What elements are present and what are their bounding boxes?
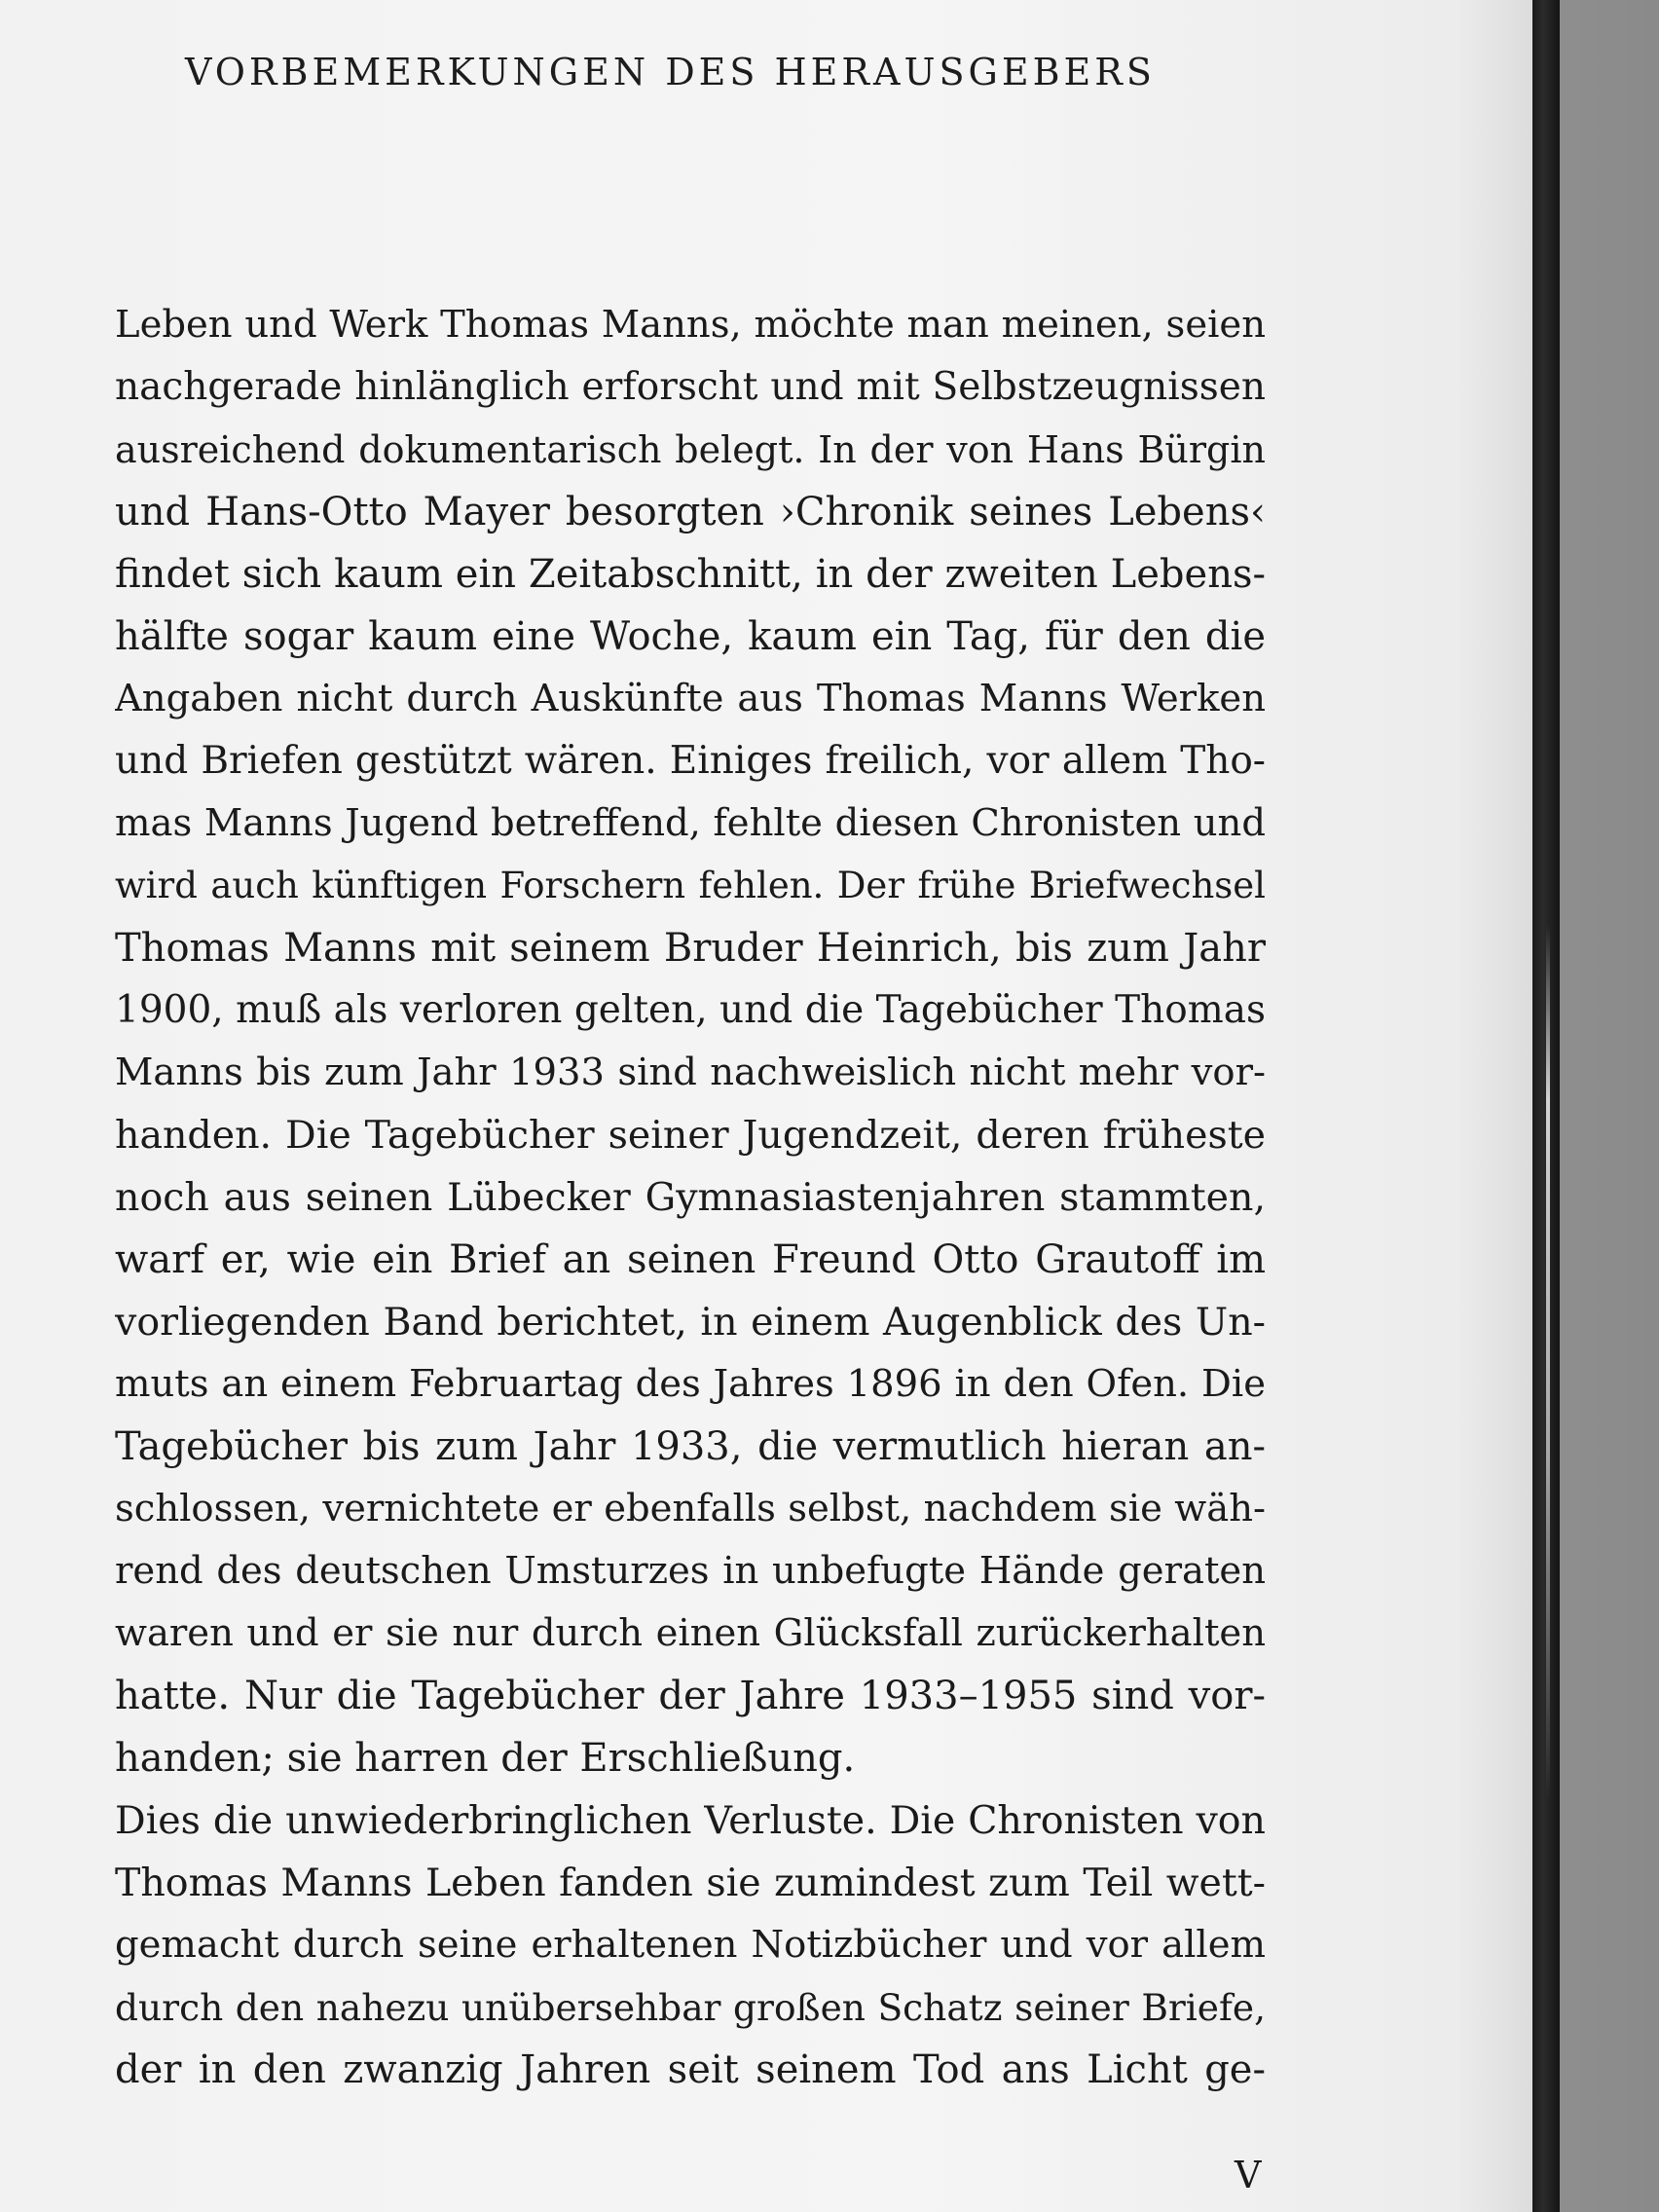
text-line: hälfte sogar kaum eine Woche, kaum ein Tag, für den die bbox=[115, 614, 1266, 659]
text-line: warf er, wie ein Brief an seinen Freund Otto Grautoff im bbox=[115, 1237, 1266, 1282]
text-line: Manns bis zum Jahr 1933 sind nachweislich nicht mehr vor- bbox=[115, 1051, 1266, 1094]
text-line: Thomas Manns Leben fanden sie zumindest zum Teil wett- bbox=[115, 1861, 1266, 1905]
text-line: schlossen, vernichtete er ebenfalls selbst, nachdem sie wäh- bbox=[115, 1487, 1266, 1530]
text-line: handen. Die Tagebücher seiner Jugendzeit, deren früheste bbox=[115, 1113, 1266, 1158]
text-line: durch den nahezu unübersehbar großen Schatz seiner Briefe, bbox=[115, 1986, 1266, 2029]
text-line: der in den zwanzig Jahren seit seinem Tod ans Licht ge- bbox=[115, 2047, 1266, 2092]
text-line: waren und er sie nur durch einen Glücksfall zurückerhalten bbox=[115, 1611, 1266, 1655]
text-line: 1900, muß als verloren gelten, und die Tagebücher Thomas bbox=[115, 988, 1266, 1032]
spine-highlight bbox=[1546, 925, 1550, 1801]
text-line: Thomas Manns mit seinem Bruder Heinrich, bis zum Jahr bbox=[115, 926, 1266, 971]
paragraph-end-line: handen; sie harren der Erschließung. bbox=[115, 1736, 856, 1781]
text-line: findet sich kaum ein Zeitabschnitt, in der zweiten Lebens- bbox=[115, 552, 1266, 597]
text-line: muts an einem Februartag des Jahres 1896 in den Ofen. Die bbox=[115, 1362, 1266, 1406]
body-text bbox=[115, 294, 1266, 2101]
text-line: rend des deutschen Umsturzes in unbefugte Hände geraten bbox=[115, 1549, 1266, 1593]
text-line: hatte. Nur die Tagebücher der Jahre 1933–1955 sind vor- bbox=[115, 1674, 1266, 1718]
text-line: Tagebücher bis zum Jahr 1933, die vermutlich hieran an- bbox=[115, 1424, 1266, 1469]
text-line: und Briefen gestützt wären. Einiges freilich, vor allem Tho- bbox=[115, 739, 1266, 783]
running-header: VORBEMERKUNGEN DES HERAUSGEBERS bbox=[185, 51, 1156, 93]
text-line: nachgerade hinlänglich erforscht und mit Selbstzeugnissen bbox=[115, 365, 1266, 409]
text-line: Angaben nicht durch Auskünfte aus Thomas Manns Werken bbox=[115, 677, 1266, 720]
text-line: mas Manns Jugend betreffend, fehlte diesen Chronisten und bbox=[115, 801, 1266, 845]
text-line: und Hans-Otto Mayer besorgten ›Chronik seines Lebens‹ bbox=[115, 490, 1266, 535]
text-line: gemacht durch seine erhaltenen Notizbücher und vor allem bbox=[115, 1923, 1266, 1967]
text-line: Dies die unwiederbringlichen Verluste. Die Chronisten von bbox=[115, 1798, 1266, 1843]
page-number: V bbox=[1235, 2154, 1263, 2196]
text-line: noch aus seinen Lübecker Gymnasiastenjahren stammten, bbox=[115, 1175, 1266, 1220]
text-line: vorliegenden Band berichtet, in einem Augenblick des Un- bbox=[115, 1300, 1266, 1345]
text-line: wird auch künftigen Forschern fehlen. Der frühe Briefwechsel bbox=[115, 865, 1266, 906]
text-line: ausreichend dokumentarisch belegt. In der von Hans Bürgin bbox=[115, 428, 1266, 471]
text-line: Leben und Werk Thomas Manns, möchte man meinen, seien bbox=[115, 303, 1266, 347]
